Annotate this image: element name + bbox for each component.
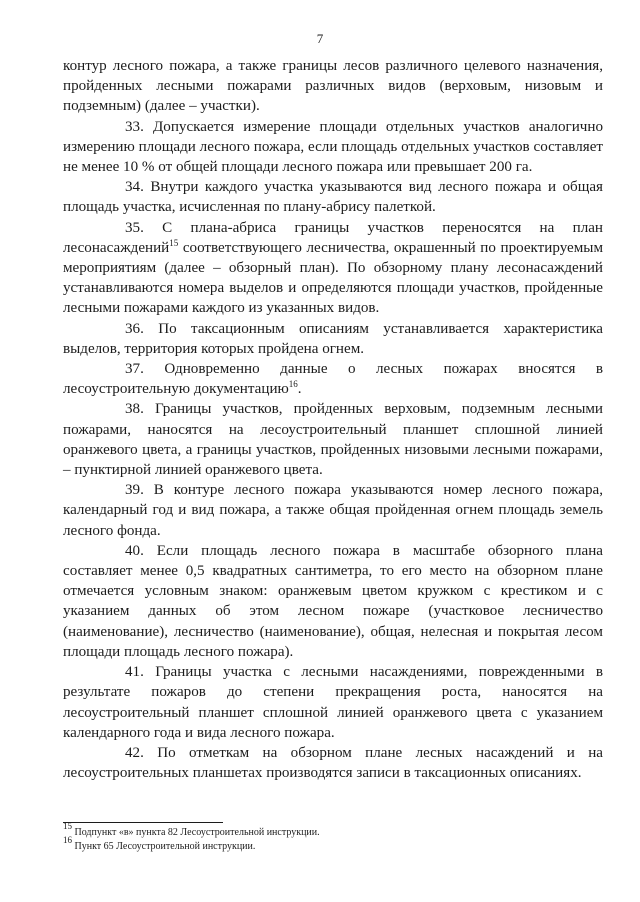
paragraph-37 [63,359,603,399]
paragraph-38 [63,399,603,480]
footnote-15-mark: 15 [63,821,72,831]
paragraph-41-text: 41. Границы участка с лесными насаждениями, поврежденными в результате пожаров до степени прекращения роста, наносятся на лесоустроительный планшет сплошной линией оранжевого цвета с указанием календарного года и вида лесного пожара. [63,664,603,741]
page-number: 7 [316,31,324,46]
footnotes [63,821,603,854]
footnote-16 [63,835,603,854]
paragraph-34-text: 34. Внутри каждого участка указываются вид лесного пожара и общая площадь участка, исчисленная по плану-абрису палеткой. [63,179,603,216]
paragraph-36-text: 36. По таксационным описаниям устанавливается характеристика выделов, территория которых пройдена огнем. [63,320,603,357]
paragraph-33-text: 33. Допускается измерение площади отдельных участков аналогично измерению площади лесного пожара, если площадь отдельных участков составляет не менее 10 % от общей площади лесного пожара или превышает 200 га. [63,118,603,176]
footnote-separator [63,822,223,823]
footnote-16-mark: 16 [63,835,72,845]
paragraph-42-text: 42. По отметкам на обзорном плане лесных насаждений и на лесоустроительных планшетах производятся записи в таксационных описаниях. [63,744,603,782]
paragraph-35 [63,218,603,319]
paragraph-42 [63,743,603,783]
paragraph-38-text: 38. Границы участков, пройденных верховым, подземным лесными пожарами, наносятся на лесоустроительный планшет сплошной линией оранжевого цвета, а границы участков, пройденных низовыми лесными пожарами, – пунктирной линией оранжевого цвета. [63,401,603,479]
paragraph-40-text: 40. Если площадь лесного пожара в масштабе обзорного плана составляет менее 0,5 квадратных сантиметра, то его место на обзорном плане отмечается условным знаком: оранжевым цветом кружком с крестиком и с указанием данных об этом лесном пожаре (участковое лесничество (наименование), лесничество (наименование), общая, нелесная и покрытая лесом площади площадь лесного пожара). [63,542,603,660]
footnote-ref-16: 16 [288,379,298,390]
paragraph-39-text: 39. В контуре лесного пожара указываются номер лесного пожара, календарный год и вид пожара, а также общая пройденная огнем площадь земель лесного фонда. [63,482,603,539]
paragraph-continuation: контур лесного пожара, а также границы лесов различного целевого назначения, пройденных лесными пожарами различных видов (верховым, низовым и подземным) (далее – участки). [63,58,603,115]
footnote-16-text: Пункт 65 Лесоустроительной инструкции. [72,841,256,852]
paragraph-35-text-after: соответствующего лесничества, окрашенный по проектируемым мероприятиям (далее – обзорный план). По обзорному плану лесонасаждений устанавливаются номера выделов и определяются площади участков, пройденные лесными пожарами каждого из указанных видов. [63,239,603,317]
paragraph-39 [63,480,603,541]
footnote-15-text: Подпункт «в» пункта 82 Лесоустроительной инструкции. [72,827,320,838]
paragraph-33 [63,117,603,178]
paragraph-34 [63,177,603,217]
paragraph-40 [63,541,603,662]
paragraph-37-text-after: . [297,381,302,398]
footnote-15 [63,821,603,840]
footnote-ref-15: 15 [169,237,179,248]
paragraph-36 [63,319,603,359]
document-body [63,56,603,783]
paragraph-35-text: 35. С плана-абриса границы участков переносятся на план лесонасаждений [63,219,603,256]
paragraph-37-text: 37. Одновременно данные о лесных пожарах вносятся в лесоустроительную документацию [63,361,603,398]
paragraph-41 [63,662,603,743]
